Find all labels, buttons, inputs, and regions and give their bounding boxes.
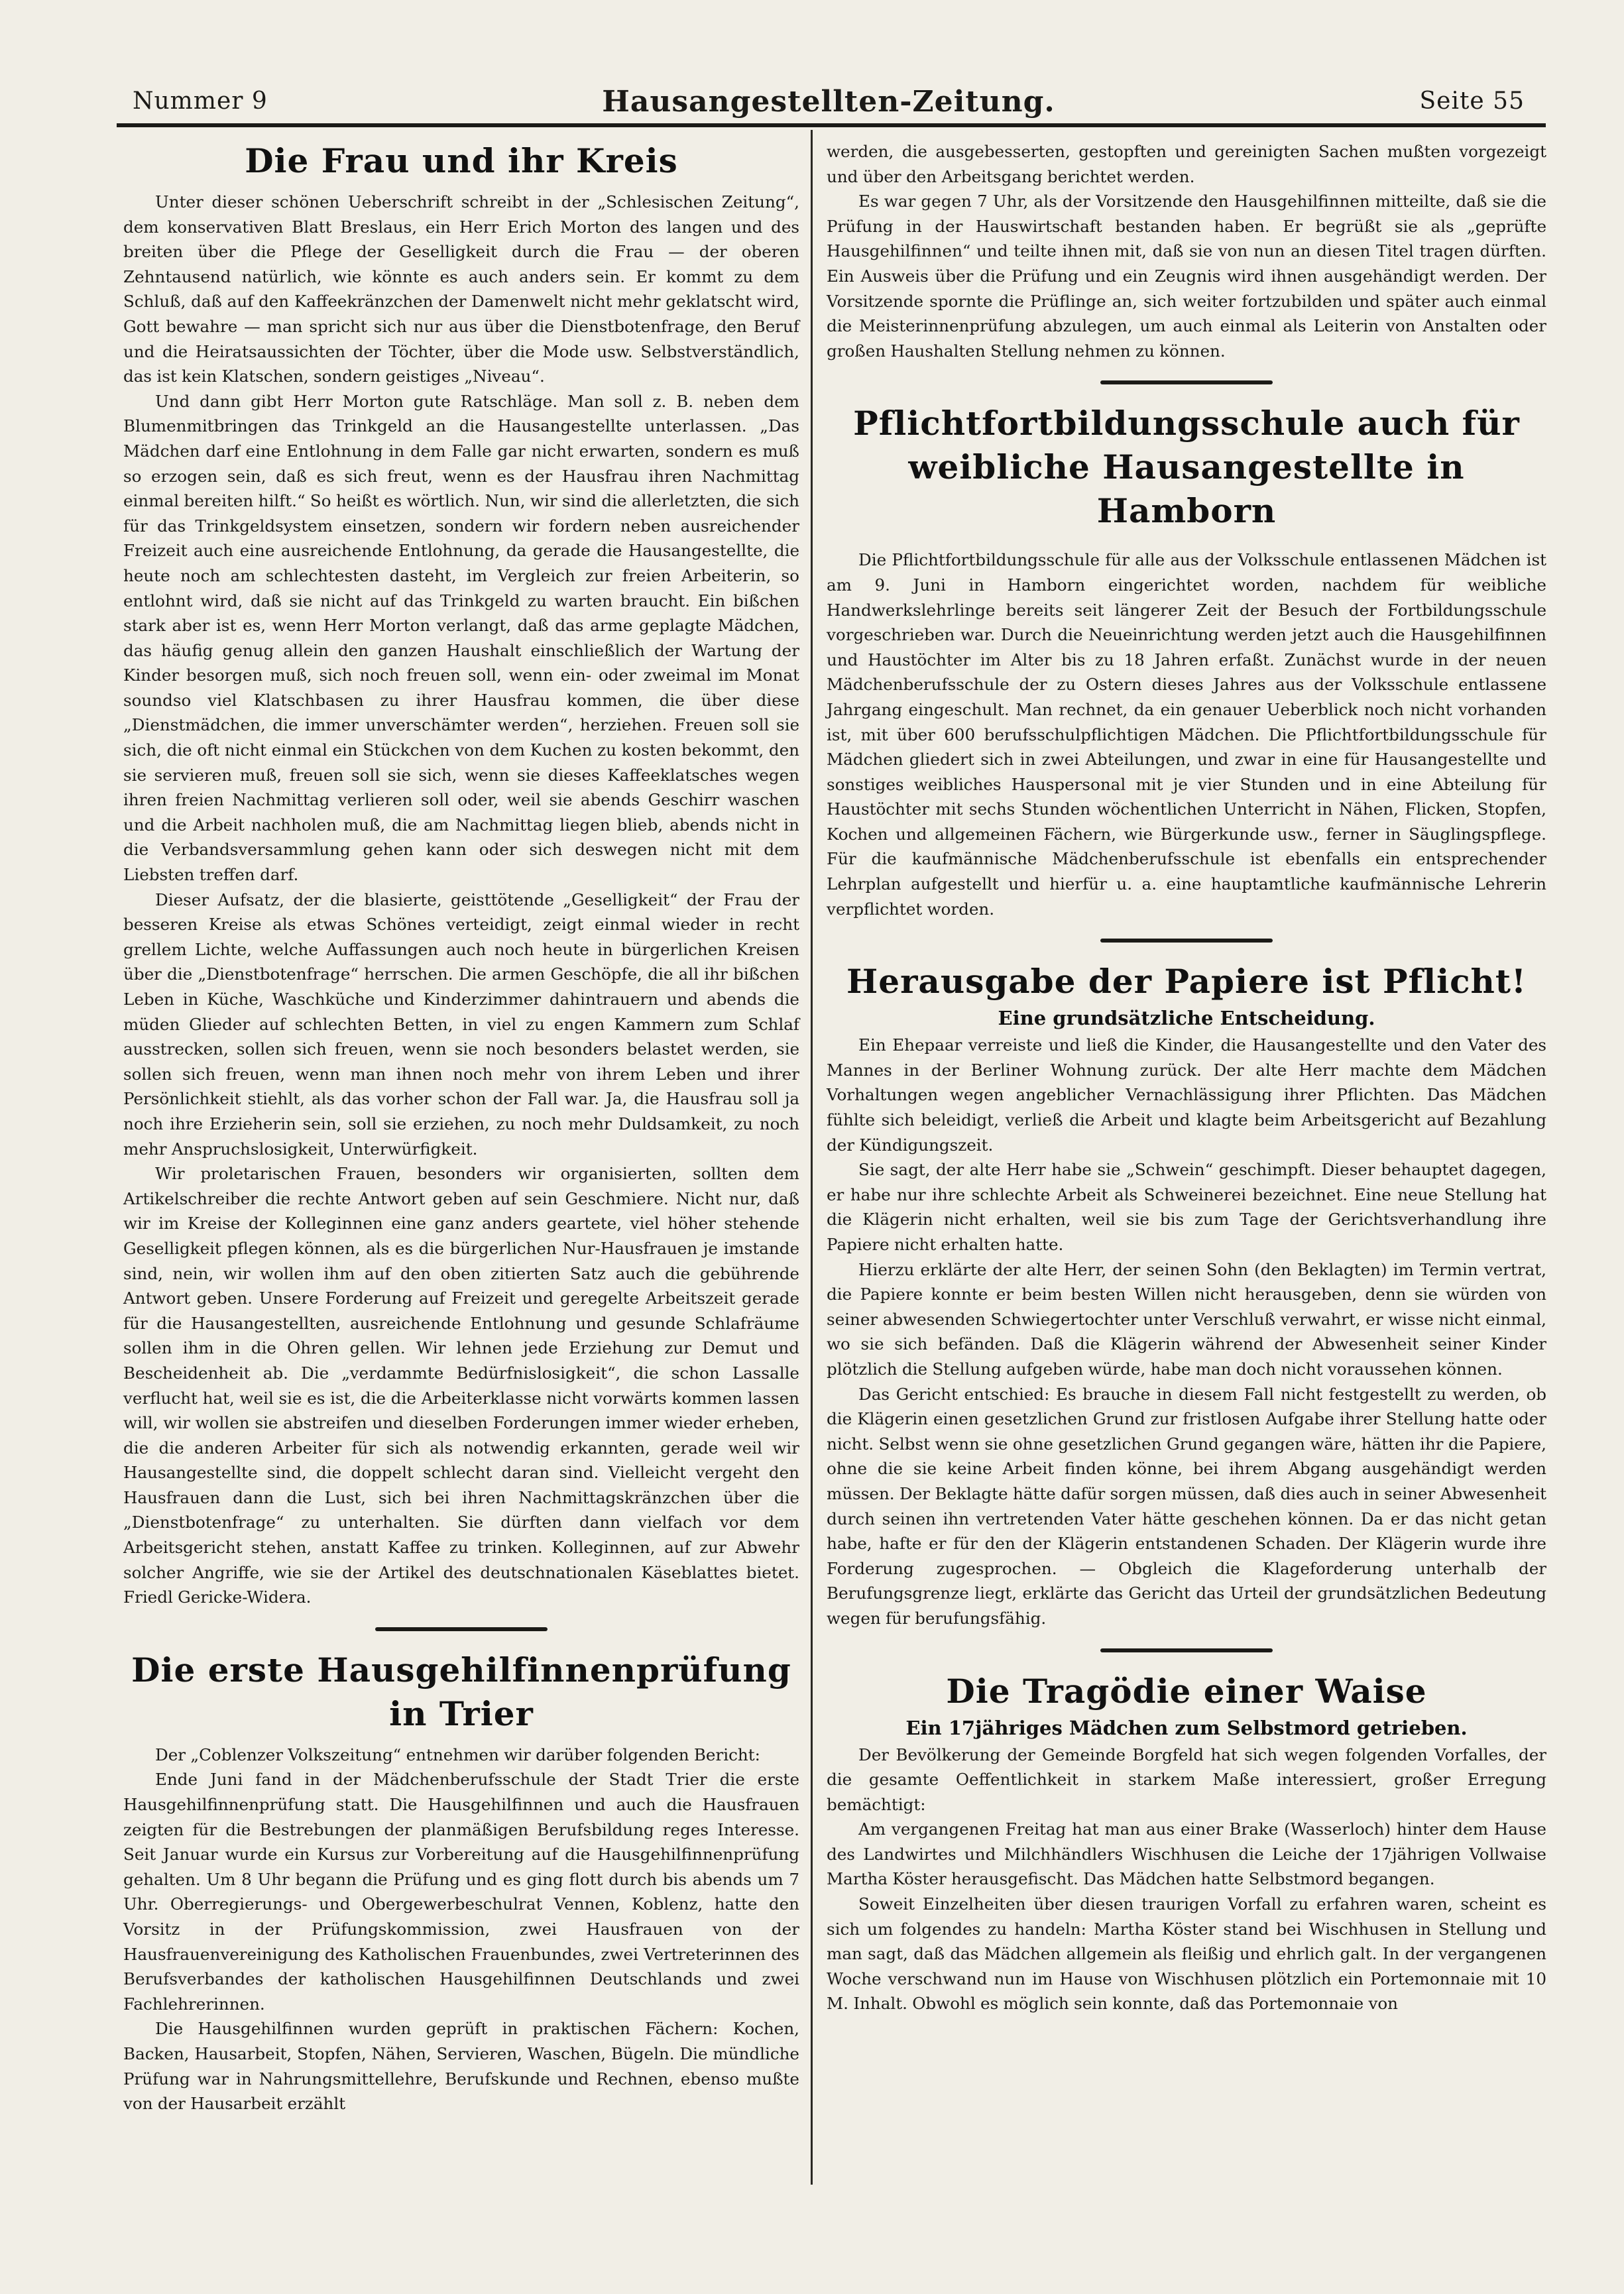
article-paragraph: Und dann gibt Herr Morton gute Ratschläge. Man soll z. B. neben dem Blumenmitbringen das Trinkgeld an die Hausangestellte unterlassen. „Das Mädchen darf eine Entlohnung in dem Falle gar nicht erwarten, sondern es muß so erzogen sein, daß es sich freut, wenn es der Hausfrau ihren Nachmittag einmal bereiten hilft.“ So heißt es wörtlich. Nun, wir sind die allerletzten, die sich für das Trinkgeldsystem einsetzen, sondern wir fordern neben ausreichender Freizeit auch eine ausreichende Entlohnung, da gerade die Hausangestellte, die heute noch am schlechtesten dasteht, im Vergleich zur freien Arbeiterin, so entlohnt wird, daß sie nicht auf das Trinkgeld zu warten braucht. Ein bißchen stark aber ist es, wenn Herr Morton verlangt, daß das arme geplagte Mädchen, das häufig genug allein den ganzen Haushalt einschließlich der Wartung der Kinder besorgen muß, sich noch freuen soll, wenn ein- oder zweimal im Monat soundso viel Klatschbasen zu ihrer Hausfrau kommen, die über diese „Dienstmädchen, die immer unverschämter werden“, herziehen. Freuen soll sie sich, die oft nicht einmal ein Stückchen von dem Kuchen zu kosten bekommt, den sie servieren muß, freuen soll sie sich, wenn sie dieses Kaffeeklatsches wegen ihren freien Nachmittag verlieren soll oder, weil sie abends Geschirr waschen und die Arbeit nachholen muß, die am Nachmittag liegen blieb, abends nicht in die Verbandsversammlung gehen kann oder sich deswegen nicht mit dem Liebsten treffen darf. (123, 391, 799, 885)
newspaper-title: Hausangestellten-Zeitung. (602, 85, 1055, 119)
article-paragraph: Ein Ehepaar verreiste und ließ die Kinder, die Hausangestellte und den Vater des Mannes in der Berliner Wohnung zurück. Der alte Herr machte dem Mädchen Vorhaltungen wegen angeblicher Vernachlässigung ihrer Pflichten. Das Mädchen fühlte sich beleidigt, verließ die Arbeit und klagte beim Arbeitsgericht auf Bezahlung der Kündigungszeit. (827, 1035, 1546, 1155)
article-divider (1100, 939, 1273, 943)
article-paragraph: Dieser Aufsatz, der die blasierte, geisttötende „Geselligkeit“ der Frau der besseren Kreise als etwas Schönes verteidigt, zeigt einmal wieder in recht grellem Lichte, welche Auffassungen auch noch heute in bürgerlichen Kreisen über die „Dienstbotenfrage“ herrschen. Die armen Geschöpfe, die all ihr bißchen Leben in Küche, Waschküche und Kinderzimmer dahintrauern und abends die müden Glieder auf schlechten Betten, in viel zu engen Kammern zum Schlaf ausstrecken, sollen sich freuen, wenn sie noch besonders belastet werden, sie sollen sich freuen, wenn man ihnen noch mehr von ihrem Leben und ihrer Persönlichkeit stiehlt, als das vorher schon der Fall war. Ja, die Hausfrau soll ja noch ihre Erzieherin sein, soll sie erziehen, zu noch mehr Duldsamkeit, zu noch mehr Anspruchslosigkeit, Unterwürfigkeit. (123, 889, 799, 1159)
left-column (123, 139, 799, 2116)
article-paragraph: Am vergangenen Freitag hat man aus einer Brake (Wasserloch) hinter dem Hause des Landwirtes und Milchhändlers Wischhusen die Leiche der 17jährigen Vollwaise Martha Köster herausgefischt. Das Mädchen hatte Selbstmord begangen. (827, 1819, 1546, 1889)
article-divider (1100, 380, 1273, 384)
article-paragraph: Die Pflichtfortbildungsschule für alle aus der Volksschule entlassenen Mädchen ist am 9. Juni in Hamborn eingerichtet worden, nachdem für weibliche Handwerkslehrlinge bereits seit längerer Zeit der Besuch der Fortbildungsschule vorgeschrieben war. Durch die Neueinrichtung werden jetzt auch die Hausgehilfinnen und Haustöchter im Alter bis zu 18 Jahren erfaßt. Zunächst wurde in der neuen Mädchenberufsschule der zu Ostern dieses Jahres aus der Volksschule entlassene Jahrgang eingeschult. Man rechnet, da ein genauer Ueberblick noch nicht vorhanden ist, mit über 600 berufsschulpflichtigen Mädchen. Die Pflichtfortbildungsschule für Mädchen gliedert sich in zwei Abteilungen, und zwar in eine für Hausangestellte und sonstiges weibliches Hauspersonal mit je vier Stunden und in eine Abteilung für Haustöchter mit sechs Stunden wöchentlichen Unterricht in Nähen, Flicken, Stopfen, Kochen und allgemeinen Fächern, wie Bürgerkunde usw., ferner in Säuglingspflege. Für die kaufmännische Mädchenberufsschule ist ebenfalls ein entsprechender Lehrplan aufgestellt und hierfür u. a. eine hauptamtliche kaufmännische Lehrerin verpflichtet worden. (827, 550, 1546, 919)
masthead-rule (117, 123, 1546, 127)
article-subheading: Eine grundsätzliche Entscheidung. (998, 1007, 1375, 1030)
article-paragraph: Die Hausgehilfinnen wurden geprüft in praktischen Fächern: Kochen, Backen, Hausarbeit, Stopfen, Nähen, Servieren, Waschen, Bügeln. Die mündliche Prüfung war in Nahrungsmittellehre, Berufskunde und Rechnen, ebenso mußte von der Hausarbeit erzählt (123, 2019, 799, 2114)
article-subheading: Ein 17jähriges Mädchen zum Selbstmord getrieben. (905, 1716, 1468, 1739)
article-paragraph: Der „Coblenzer Volkszeitung“ entnehmen wir darüber folgenden Bericht: (155, 1745, 760, 1764)
article-heading: Die erste Hausgehilfinnenprüfung in Trier (131, 1650, 791, 1733)
article-heading: Die Tragödie einer Waise (946, 1671, 1427, 1711)
article-paragraph: Soweit Einzelheiten über diesen traurigen Vorfall zu erfahren waren, scheint es sich um folgendes zu handeln: Martha Köster stand bei Wischhusen in Stellung und man sagt, daß das Mädchen allgemein als fleißig und ehrlich galt. In der vergangenen Woche verschwand nun im Hause von Wischhusen plötzlich ein Portemonnaie mit 10 M. Inhalt. Obwohl es möglich sein konnte, daß das Portemonnaie von (827, 1894, 1546, 2014)
article-heading: Herausgabe der Papiere ist Pflicht! (846, 962, 1527, 1002)
article-tragoedie-einer-waise (827, 1670, 1546, 2017)
article-paragraph: Hierzu erklärte der alte Herr, der seinen Sohn (den Beklagten) im Termin vertrat, die Papiere konnte er beim besten Willen nicht herausgeben, denn sie würden von seiner abwesenden Schwiegertochter unter Verschluß verwahrt, er wisse nicht einmal, wo sie sich befänden. Daß die Klägerin während der Abwesenheit seiner Kinder plötzlich die Stellung aufgeben würde, habe man doch nicht voraussehen können. (827, 1259, 1546, 1379)
column-divider (811, 130, 813, 2185)
article-pflichtfortbildungsschule (827, 402, 1546, 921)
article-paragraph: Wir proletarischen Frauen, besonders wir organisierten, sollten dem Artikelschreiber die rechte Antwort geben auf sein Geschmiere. Nicht nur, daß wir im Kreise der Kolleginnen eine ganz anders geartete, viel höher stehende Geselligkeit pflegen können, als es die bürgerlichen Nur-Hausfrauen je imstande sind, nein, wir wollen ihm auf den oben zitierten Satz auch die gebührende Antwort geben. Unsere Forderung auf Freizeit und geregelte Arbeitszeit gerade für die Hausangestellten, ausreichende Entlohnung und gesunde Schlafräume sollen ihm in die Ohren gellen. Wir lehnen jede Erziehung zur Demut und Bescheidenheit ab. Die „verdammte Bedürfnislosigkeit“, die schon Lassalle verflucht hat, weil sie es ist, die die Arbeiterklasse nicht vorwärts kommen lassen will, wir wollen sie abstreifen und dieselben Forderungen immer wieder erheben, die die anderen Arbeiter für sich als notwendig erkannten, gerade weil wir Hausangestellte sind, die doppelt schlecht daran sind. Vielleicht vergeht den Hausfrauen dann die Lust, sich bei ihren Nachmittagskränzchen über die „Dienstbotenfrage“ zu unterhalten. Sie dürften dann vielfach vor dem Arbeitsgericht stehen, anstatt Kaffee zu trinken. Kolleginnen, auf zur Abwehr solcher Angriffe, wie sie der Artikel des deutschnationalen Käseblattes bietet. Friedl Gericke-Widera. (123, 1164, 799, 1607)
article-paragraph: Es war gegen 7 Uhr, als der Vorsitzende den Hausgehilfinnen mitteilte, daß sie die Prüfung in der Hauswirtschaft bestanden haben. Er begrüßt sie als „geprüfte Hausgehilfinnen“ und teilte ihnen mit, daß sie von nun an diesen Titel tragen dürften. Ein Ausweis über die Prüfung und ein Zeugnis wird ihnen ausgehändigt werden. Der Vorsitzende spornte die Prüflinge an, sich weiter fortzubilden und später auch einmal die Meisterinnenprüfung abzulegen, um auch einmal als Leiterin von Anstalten oder großen Haushalten Stellung nehmen zu können. (827, 192, 1546, 361)
article-heading: Die Frau und ihr Kreis (245, 141, 678, 180)
article-herausgabe-der-papiere (827, 960, 1546, 1631)
masthead (131, 85, 1526, 125)
article-paragraph: Ende Juni fand in der Mädchenberufsschule der Stadt Trier die erste Hausgehilfinnenprüfung statt. Die Hausgehilfinnen und auch die Hausfrauen zeigten für die Bestrebungen der planmäßigen Berufsbildung reges Interesse. Seit Januar wurde ein Kursus zur Vorbereitung auf die Hausgehilfinnenprüfung gehalten. Um 8 Uhr begann die Prüfung und es ging flott durch bis abends um 7 Uhr. Oberregierungs- und Obergewerbeschulrat Vennen, Koblenz, hatte den Vorsitz in der Prüfungskommission, zwei Hausfrauen von der Hausfrauenvereinigung des Katholischen Frauenbundes, zwei Vertreterinnen des Berufsverbandes der katholischen Hausgehilfinnen Deutschlands und zwei Fachlehrerinnen. (123, 1770, 799, 2014)
issue-number: Nummer 9 (133, 87, 268, 115)
right-column (827, 139, 1546, 2016)
article-paragraph: Das Gericht entschied: Es brauche in diesem Fall nicht festgestellt zu werden, ob die Klägerin einen gesetzlichen Grund zur fristlosen Aufgabe ihrer Stellung hatte oder nicht. Selbst wenn sie ohne gesetzlichen Grund gegangen wäre, hätten ihr die Papiere, ohne die sie keine Arbeit finden könne, bei ihrem Abgang ausgehändigt werden müssen. Der Beklagte hätte dafür sorgen müssen, daß dies auch in seiner Abwesenheit durch seinen ihn vertretenden Vater hätte geschehen können. Da er das nicht getan habe, hafte er für den der Klägerin entstandenen Schaden. Der Klägerin wurde ihre Forderung zugesprochen. — Obgleich die Klageforderung unterhalb der Berufungsgrenze liegt, erklärte das Gericht das Urteil der grundsätzlichen Bedeutung wegen für berufungsfähig. (827, 1384, 1546, 1628)
article-paragraph: Sie sagt, der alte Herr habe sie „Schwein“ geschimpft. Dieser behauptet dagegen, er habe nur ihre schlechte Arbeit als Schweinerei bezeichnet. Eine neue Stellung hat die Klägerin nicht erhalten, weil sie bis zum Tage der Gerichtsverhandlung ihre Papiere nicht erhalten hatte. (827, 1160, 1546, 1254)
page-number: Seite 55 (1419, 87, 1525, 115)
article-paragraph: Unter dieser schönen Ueberschrift schreibt in der „Schlesischen Zeitung“, dem konservativen Blatt Breslaus, ein Herr Erich Morton des langen und des breiten über die Pflege der Geselligkeit durch die Frau — der oberen Zehntausend natürlich, wie könnte es auch anders sein. Er kommt zu dem Schluß, daß auf den Kaffeekränzchen der Damenwelt nicht mehr geklatscht wird, Gott bewahre — man spricht sich nur aus über die Dienstbotenfrage, den Beruf und die Heiratsaussichten der Töchter, über die Mode usw. Selbstverständlich, das ist kein Klatschen, sondern geistiges „Niveau“. (123, 192, 799, 386)
article-hausgehilfinnenpruefung-continued (827, 139, 1546, 363)
article-hausgehilfinnenpruefung (123, 1648, 799, 2116)
article-paragraph: werden, die ausgebesserten, gestopften und gereinigten Sachen mußten vorgezeigt und über den Arbeitsgang berichtet werden. (827, 142, 1546, 186)
article-paragraph: Der Bevölkerung der Gemeinde Borgfeld hat sich wegen folgenden Vorfalles, der die gesamte Oeffentlichkeit in starkem Maße interessiert, großer Erregung bemächtigt: (827, 1745, 1546, 1814)
article-heading: Pflichtfortbildungsschule auch für weibliche Hausangestellte in Hamborn (853, 404, 1520, 531)
article-frau-und-ihr-kreis (123, 139, 799, 1610)
article-divider (375, 1627, 548, 1631)
article-divider (1100, 1648, 1273, 1652)
